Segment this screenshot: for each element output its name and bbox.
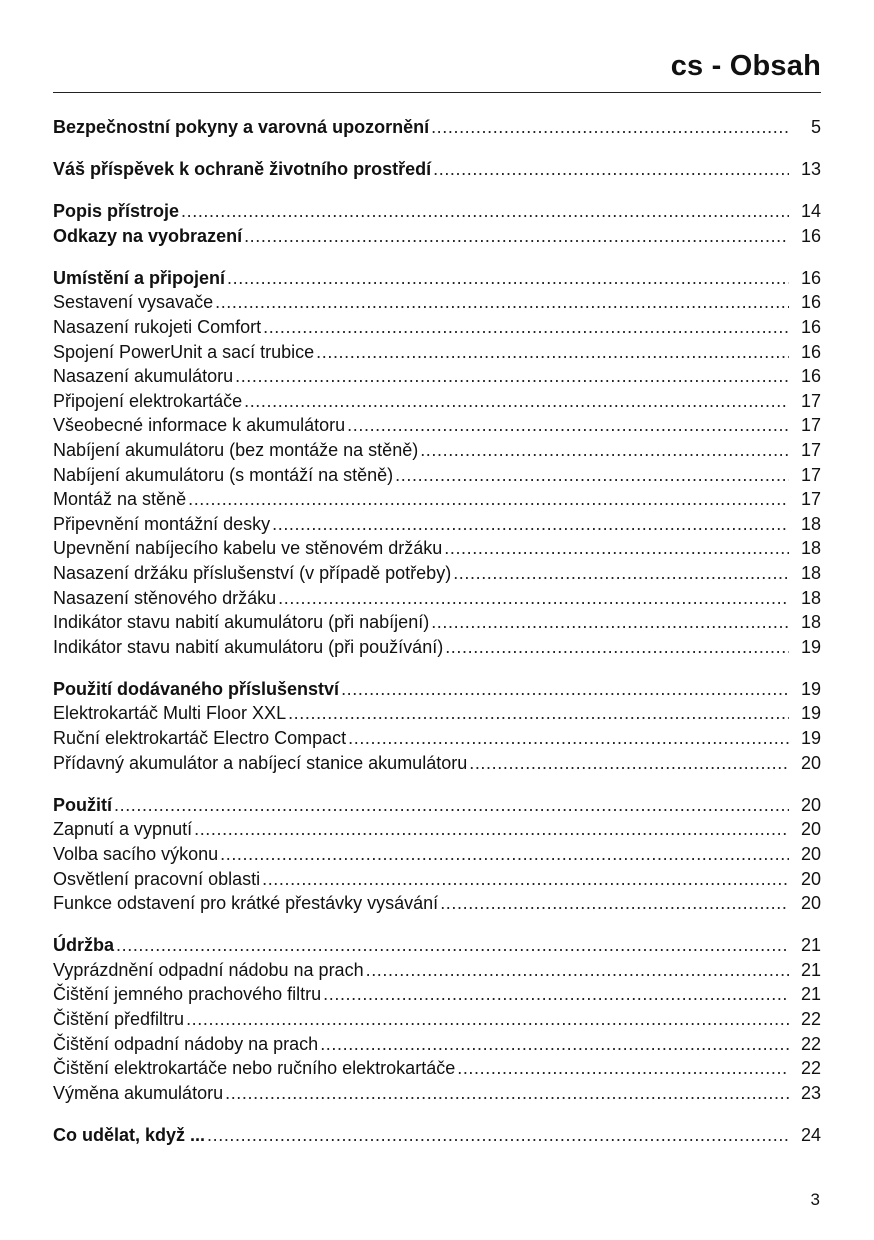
toc-entry-title: Odkazy na vyobrazení: [53, 225, 243, 246]
dot-leader: [207, 1123, 789, 1148]
toc-entry-title: Zapnutí a vypnutí: [53, 819, 193, 840]
toc-entry-title: Ruční elektrokartáč Electro Compact: [53, 728, 347, 749]
toc-entry-page: 16: [800, 225, 821, 246]
toc-entry[interactable]: [53, 958, 821, 983]
toc-entry-page: 18: [800, 513, 821, 534]
header-divider: [53, 92, 821, 93]
toc-entry-page: 16: [800, 317, 821, 338]
dot-leader: [395, 463, 789, 488]
toc-entry-title: Použití dodávaného příslušenství: [53, 678, 340, 699]
dot-leader: [457, 1056, 789, 1081]
toc-entry-page: 21: [800, 984, 821, 1005]
toc-entry-page: 17: [800, 390, 821, 411]
toc-entry-title: Vyprázdnění odpadní nádobu na prach: [53, 959, 364, 980]
toc-entry-title: Nasazení akumulátoru: [53, 366, 234, 387]
toc-entry-title: Čištění elektrokartáče nebo ručního elektrokartáče: [53, 1058, 456, 1079]
dot-leader: [188, 487, 789, 512]
toc-entry-page: 20: [800, 893, 821, 914]
dot-leader: [469, 751, 789, 776]
toc-entry[interactable]: [53, 315, 821, 340]
dot-leader: [278, 586, 789, 611]
toc-section: [53, 266, 821, 660]
toc-entry-page: 24: [800, 1124, 821, 1145]
dot-leader: [114, 793, 789, 818]
toc-entry-title: Nasazení držáku příslušenství (v případě potřeby): [53, 563, 452, 583]
toc-entry-page: 18: [800, 612, 821, 633]
dot-leader: [225, 1081, 789, 1106]
toc-entry-title: Bezpečnostní pokyny a varovná upozornění: [53, 117, 430, 137]
toc-entry[interactable]: [53, 1007, 821, 1032]
toc-entry-title: Sestavení vysavače: [53, 292, 214, 313]
toc-section: [53, 157, 821, 182]
toc-entry-page: 20: [800, 752, 821, 773]
toc-entry[interactable]: [53, 512, 821, 537]
toc-entry-title: Elektrokartáč Multi Floor XXL: [53, 703, 287, 724]
dot-leader: [316, 340, 789, 365]
toc-entry-page: 16: [800, 267, 821, 288]
toc-entry-title: Připojení elektrokartáče: [53, 390, 243, 411]
toc-entry-title: Váš příspěvek k ochraně životního prostředí: [53, 159, 432, 180]
toc-heading-entry[interactable]: [53, 1123, 821, 1148]
toc-entry-page: 18: [800, 538, 821, 559]
toc-heading-entry[interactable]: [53, 677, 821, 702]
toc-heading-entry[interactable]: [53, 266, 821, 291]
toc-heading-entry[interactable]: [53, 933, 821, 958]
toc-heading-entry[interactable]: [53, 199, 821, 224]
toc-entry[interactable]: [53, 340, 821, 365]
toc-entry-title: Všeobecné informace k akumulátoru: [53, 415, 346, 436]
toc-entry-page: 23: [800, 1082, 821, 1103]
toc-entry-page: 17: [800, 440, 821, 461]
toc-entry[interactable]: [53, 891, 821, 916]
toc-heading-entry[interactable]: [53, 157, 821, 182]
toc-entry[interactable]: [53, 982, 821, 1007]
toc-entry[interactable]: [53, 1056, 821, 1081]
toc-entry[interactable]: [53, 413, 821, 438]
dot-leader: [116, 933, 789, 958]
toc-entry-page: 18: [800, 587, 821, 608]
toc-entry-page: 16: [800, 341, 821, 362]
toc-entry-page: 21: [800, 935, 821, 956]
dot-leader: [431, 610, 789, 635]
toc-entry-title: Čištění odpadní nádoby na prach: [53, 1033, 319, 1054]
toc-entry-title: Funkce odstavení pro krátké přestávky vysávání: [53, 893, 439, 914]
toc-entry[interactable]: [53, 290, 821, 315]
toc-entry[interactable]: [53, 586, 821, 611]
toc-entry[interactable]: [53, 751, 821, 776]
toc-entry[interactable]: [53, 842, 821, 867]
page-title: cs - Obsah: [670, 50, 821, 82]
toc-entry-page: 20: [800, 819, 821, 840]
dot-leader: [445, 635, 789, 660]
toc-entry-title: Upevnění nabíjecího kabelu ve stěnovém držáku: [53, 538, 443, 559]
toc-entry-page: 20: [800, 794, 821, 815]
dot-leader: [366, 958, 789, 983]
toc-entry-title: Nabíjení akumulátoru (bez montáže na stěně): [53, 440, 419, 461]
toc-entry-title: Přídavný akumulátor a nabíjecí stanice akumulátoru: [53, 752, 468, 773]
dot-leader: [235, 364, 789, 389]
dot-leader: [431, 115, 789, 140]
toc-entry[interactable]: [53, 635, 821, 660]
dot-leader: [263, 315, 789, 340]
toc-entry-page: 22: [800, 1058, 821, 1079]
dot-leader: [227, 266, 789, 291]
dot-leader: [262, 867, 789, 892]
toc-entry[interactable]: [53, 1081, 821, 1106]
toc-entry-page: 22: [800, 1033, 821, 1054]
toc-entry-title: Umístění a připojení: [53, 267, 226, 288]
toc-entry-page: 19: [800, 636, 821, 657]
toc-entry-title: Připevnění montážní desky: [53, 513, 271, 534]
toc-entry-page: 22: [800, 1009, 821, 1029]
toc-entry-page: 20: [800, 868, 821, 889]
dot-leader: [186, 1007, 789, 1032]
toc-entry-title: Volba sacího výkonu: [53, 843, 219, 864]
toc-section: [53, 677, 821, 775]
toc-section: [53, 933, 821, 1105]
table-of-contents: [53, 115, 821, 1165]
dot-leader: [272, 512, 789, 537]
toc-entry-title: Čištění předfiltru: [53, 1009, 185, 1029]
toc-entry-page: 16: [800, 292, 821, 313]
toc-heading-entry[interactable]: [53, 224, 821, 249]
toc-entry[interactable]: [53, 817, 821, 842]
dot-leader: [220, 842, 789, 867]
toc-entry-page: 13: [800, 159, 821, 180]
toc-entry-title: Čištění jemného prachového filtru: [53, 984, 322, 1005]
dot-leader: [433, 157, 789, 182]
toc-entry-page: 19: [800, 678, 821, 699]
toc-entry[interactable]: [53, 1032, 821, 1057]
dot-leader: [420, 438, 789, 463]
toc-entry[interactable]: [53, 438, 821, 463]
toc-entry-page: 21: [800, 959, 821, 980]
toc-entry-page: 17: [800, 489, 821, 510]
toc-entry-page: 17: [800, 415, 821, 436]
dot-leader: [244, 389, 789, 414]
dot-leader: [194, 817, 789, 842]
dot-leader: [323, 982, 789, 1007]
toc-entry[interactable]: [53, 867, 821, 892]
toc-entry[interactable]: [53, 487, 821, 512]
dot-leader: [244, 224, 789, 249]
toc-entry-title: Co udělat, když ...: [53, 1124, 206, 1145]
toc-entry[interactable]: [53, 610, 821, 635]
dot-leader: [440, 891, 789, 916]
dot-leader: [320, 1032, 789, 1057]
toc-entry-title: Výměna akumulátoru: [53, 1082, 224, 1103]
toc-entry-page: 14: [800, 201, 821, 222]
toc-entry[interactable]: [53, 561, 821, 586]
toc-entry-page: 18: [800, 563, 821, 583]
toc-entry-title: Montáž na stěně: [53, 489, 187, 510]
toc-entry-page: 5: [810, 117, 821, 137]
dot-leader: [453, 561, 789, 586]
toc-entry-title: Indikátor stavu nabití akumulátoru (při nabíjení): [53, 612, 430, 633]
toc-entry-title: Osvětlení pracovní oblasti: [53, 868, 261, 889]
dot-leader: [288, 701, 789, 726]
dot-leader: [348, 726, 789, 751]
toc-entry[interactable]: [53, 389, 821, 414]
toc-entry[interactable]: [53, 364, 821, 389]
toc-entry-title: Nasazení rukojeti Comfort: [53, 317, 262, 338]
toc-entry-page: 16: [800, 366, 821, 387]
toc-entry-title: Spojení PowerUnit a sací trubice: [53, 341, 315, 362]
toc-entry-page: 19: [800, 728, 821, 749]
toc-section: [53, 115, 821, 140]
toc-entry[interactable]: [53, 536, 821, 561]
toc-entry[interactable]: [53, 701, 821, 726]
toc-entry-title: Použití: [53, 794, 112, 815]
toc-entry-page: 17: [800, 464, 821, 485]
toc-section: [53, 1123, 821, 1148]
dot-leader: [444, 536, 789, 561]
dot-leader: [215, 290, 789, 315]
dot-leader: [341, 677, 789, 702]
page-number: 3: [810, 1190, 820, 1209]
toc-section: [53, 793, 821, 916]
toc-entry[interactable]: [53, 726, 821, 751]
toc-entry-page: 19: [800, 703, 821, 724]
toc-entry-title: Údržba: [53, 935, 115, 956]
toc-heading-entry[interactable]: [53, 793, 821, 818]
toc-entry-page: 20: [800, 843, 821, 864]
dot-leader: [181, 199, 789, 224]
toc-entry-title: Popis přístroje: [53, 201, 180, 222]
dot-leader: [347, 413, 789, 438]
toc-entry-title: Nabíjení akumulátoru (s montáží na stěně): [53, 464, 394, 485]
toc-entry[interactable]: [53, 463, 821, 488]
toc-entry-title: Indikátor stavu nabití akumulátoru (při používání): [53, 636, 444, 657]
toc-section: [53, 199, 821, 248]
toc-entry-title: Nasazení stěnového držáku: [53, 587, 277, 608]
toc-heading-entry[interactable]: [53, 115, 821, 140]
